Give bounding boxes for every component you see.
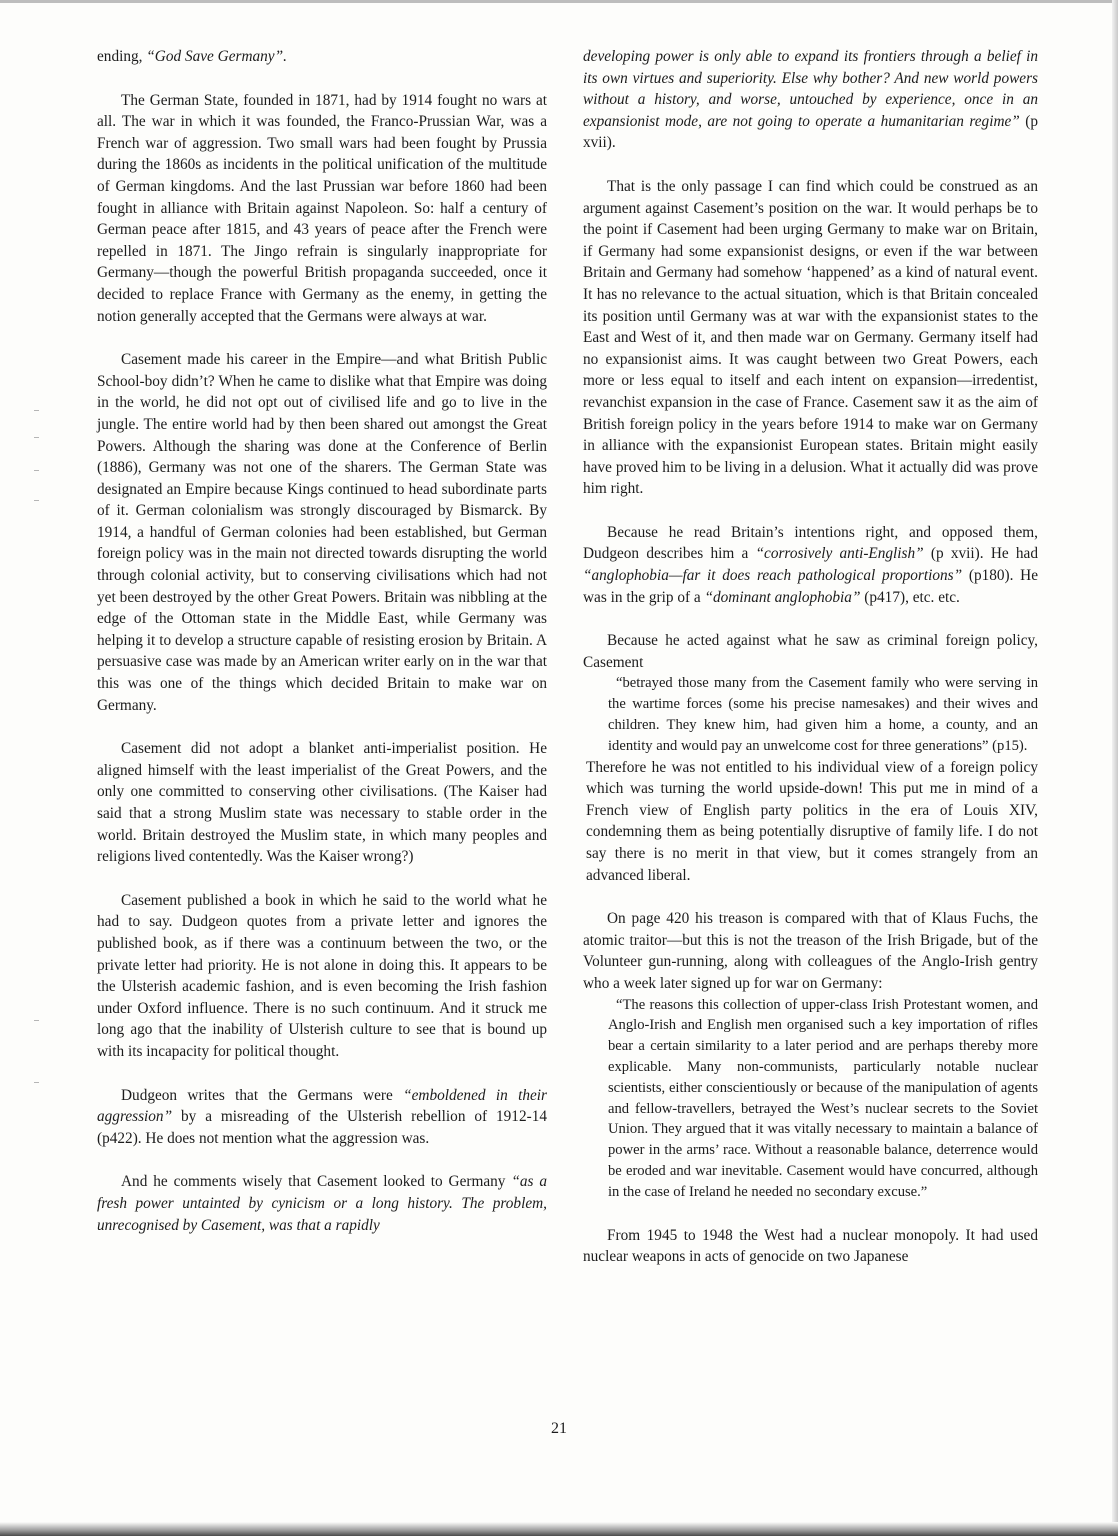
left-column: [97, 46, 547, 1236]
paragraph: Casement made his career in the Empire—and what British Public School-boy didn’t? When he came to dislike what that Empire was doing in the world, he did not opt out of civilised life and go to live in the jungle. The entire world had by then been shared out amongst the Great Powers. Although the sharing was done at the Conference of Berlin (1886), Germany was not one of the sharers. The German State was designated an Empire because Kings continued to head subordinate parts of it. German colonialism was strongly discouraged by Bismarck. By 1914, a handful of German colonies had been established, but German foreign policy was in the main not directed towards disrupting the world through colonial activity, but to conserving civilisations which had not yet been destroyed by the other Great Powers. Britain was nibbling at the edge of the Ottoman state in the Middle East, while Germany was helping it to develop a structure capable of resisting erosion by Britain. A persuasive case was made by an American writer early on in the war that this was one of the things which decided Britain to make war on Germany.: [97, 351, 547, 714]
scan-right-edge: [1112, 0, 1118, 1536]
paragraph: Casement published a book in which he said to the world what he had to say. Dudgeon quotes from a private letter and ignores the published book, as if there was a continuum between the two, or the private letter had priority. He is not alone in doing this. It appears to be the Ulsterish academic fashion, and is even becoming the Irish fashion under Oxford influence. There is no such continuum. And it struck me long ago that the inability of Ulsterish culture to see that is bound up with its incapacity for political thought.: [97, 891, 547, 1060]
scan-bottom-edge: [0, 1522, 1118, 1536]
block-quote: “betrayed those many from the Casement family who were serving in the wartime forces (some his precise namesakes) and their wives and children. They knew him, had given him a home, a county, and an identity and would pay an unwelcome cost for three generations” (p15).: [608, 675, 1038, 754]
paragraph: Casement did not adopt a blanket anti-imperialist position. He aligned himself with the least imperialist of the Great Powers, and the only one committed to conserving other civilisations. (The Kaiser had said that a strong Muslim state was necessary to stable order in the world. Britain destroyed the Muslim state, in which many peoples and religions lived contentedly. Was the Kaiser wrong?): [97, 740, 547, 866]
page-number: 21: [551, 1420, 567, 1437]
scan-margin-mark: [34, 500, 39, 501]
scan-margin-mark: [34, 1020, 39, 1021]
paragraph: ending, “God Save Germany”.: [97, 48, 287, 65]
paragraph: Dudgeon writes that the Germans were “emboldened in their aggression” by a misreading of the Ulsterish rebellion of 1912-14 (p422). He does not mention what the aggression was.: [97, 1086, 547, 1147]
paragraph: That is the only passage I can find which could be construed as an argument against Casement’s position on the war. It would perhaps be to the point if Casement had been urging Germany to make war on Britain, if Germany had some expansionist designs, or even if the war between Britain and Germany had somehow ‘happened’ as a kind of natural event. It has no relevance to the actual situation, which is that Britain concealed its position until Germany was at war with the expansionist states to the East and West of it, and then made war on Germany. Germany itself had no expansionist aims. It was caught between two Great Powers, each more or less equal to itself and each intent on expansion—irredentist, revanchist expansion in the case of France. Casement saw it as the aim of British foreign policy in the years before 1914 to make war on Germany in alliance with the expansionist European states. Britain might easily have proved him to be living in a delusion. What it actually did was prove him right.: [583, 177, 1038, 498]
paragraph: From 1945 to 1948 the West had a nuclear monopoly. It had used nuclear weapons in acts of genocide on two Japanese: [583, 1226, 1038, 1266]
scan-margin-mark: [34, 1082, 39, 1083]
paragraph: On page 420 his treason is compared with that of Klaus Fuchs, the atomic traitor—but this is not the treason of the Irish Brigade, but of the Volunteer gun-running, along with colleagues of the Anglo-Irish gentry who a week later signed up for war on Germany:: [583, 910, 1038, 992]
scan-margin-mark: [34, 437, 39, 438]
scan-margin-mark: [34, 410, 39, 411]
paragraph: Because he acted against what he saw as criminal foreign policy, Casement: [583, 632, 1038, 671]
block-quote: “The reasons this collection of upper-class Irish Protestant women, and Anglo-Irish and English men organised such a key importation of rifles bear a certain similarity to a later period and are perhaps thereby more explicable. Many non-communists, particularly notable nuclear scientists, either conscientiously or because of the manipulation of agents and fellow-travellers, betrayed the West’s nuclear secrets to the Soviet Union. They argued that it was vitally necessary to maintain a balance of power in the arms’ race. Without a reasonable balance, deterrence would be eroded and war inevitable. Casement would have concurred, although in the case of Ireland he needed no secondary excuse.”: [608, 996, 1038, 1200]
paragraph: The German State, founded in 1871, had by 1914 fought no wars at all. The war in which it was founded, the Franco-Prussian War, was a French war of aggression. Two small wars had been fought by Prussia during the 1860s as incidents in the political unification of the multitude of German kingdoms. And the last Prussian war before 1860 had been fought in alliance with Britain against Napoleon. So: half a century of German peace after 1815, and 43 years of peace after the French were repelled in 1871. The Jingo refrain is singularly inappropriate for Germany—though the powerful British propaganda succeeded, once it decided to replace France with Germany as the enemy, in getting the notion generally accepted that the Germans were always at war.: [97, 91, 547, 325]
paragraph: And he comments wisely that Casement looked to Germany “as a fresh power untainted by cynicism or a long history. The problem, unrecognised by Casement, was that a rapidly: [97, 1173, 547, 1234]
scan-margin-mark: [34, 470, 39, 471]
paragraph: Therefore he was not entitled to his individual view of a foreign policy which was turning the world upside-down! This put me in mind of a French view of English party politics in the era of Louis XIV, condemning them as being potentially disruptive of family life. I do not say there is no merit in that view, but it comes strangely from an advanced liberal.: [586, 758, 1038, 884]
paragraph: developing power is only able to expand its frontiers through a belief in its own virtues and superiority. Else why bother? And new world powers without a history, and worse, untouched by experience, once in an expansionist mode, are not going to operate a humanitarian regime” (p xvii).: [583, 48, 1039, 152]
right-column: [583, 46, 1038, 1268]
paragraph: Because he read Britain’s intentions right, and opposed them, Dudgeon describes him a “corrosively anti-English” (p xvii). He had “anglophobia—far it does reach pathological proportions” (p180). He was in the grip of a “dominant anglophobia” (p417), etc. etc.: [583, 523, 1038, 606]
scan-top-edge: [0, 0, 1118, 3]
